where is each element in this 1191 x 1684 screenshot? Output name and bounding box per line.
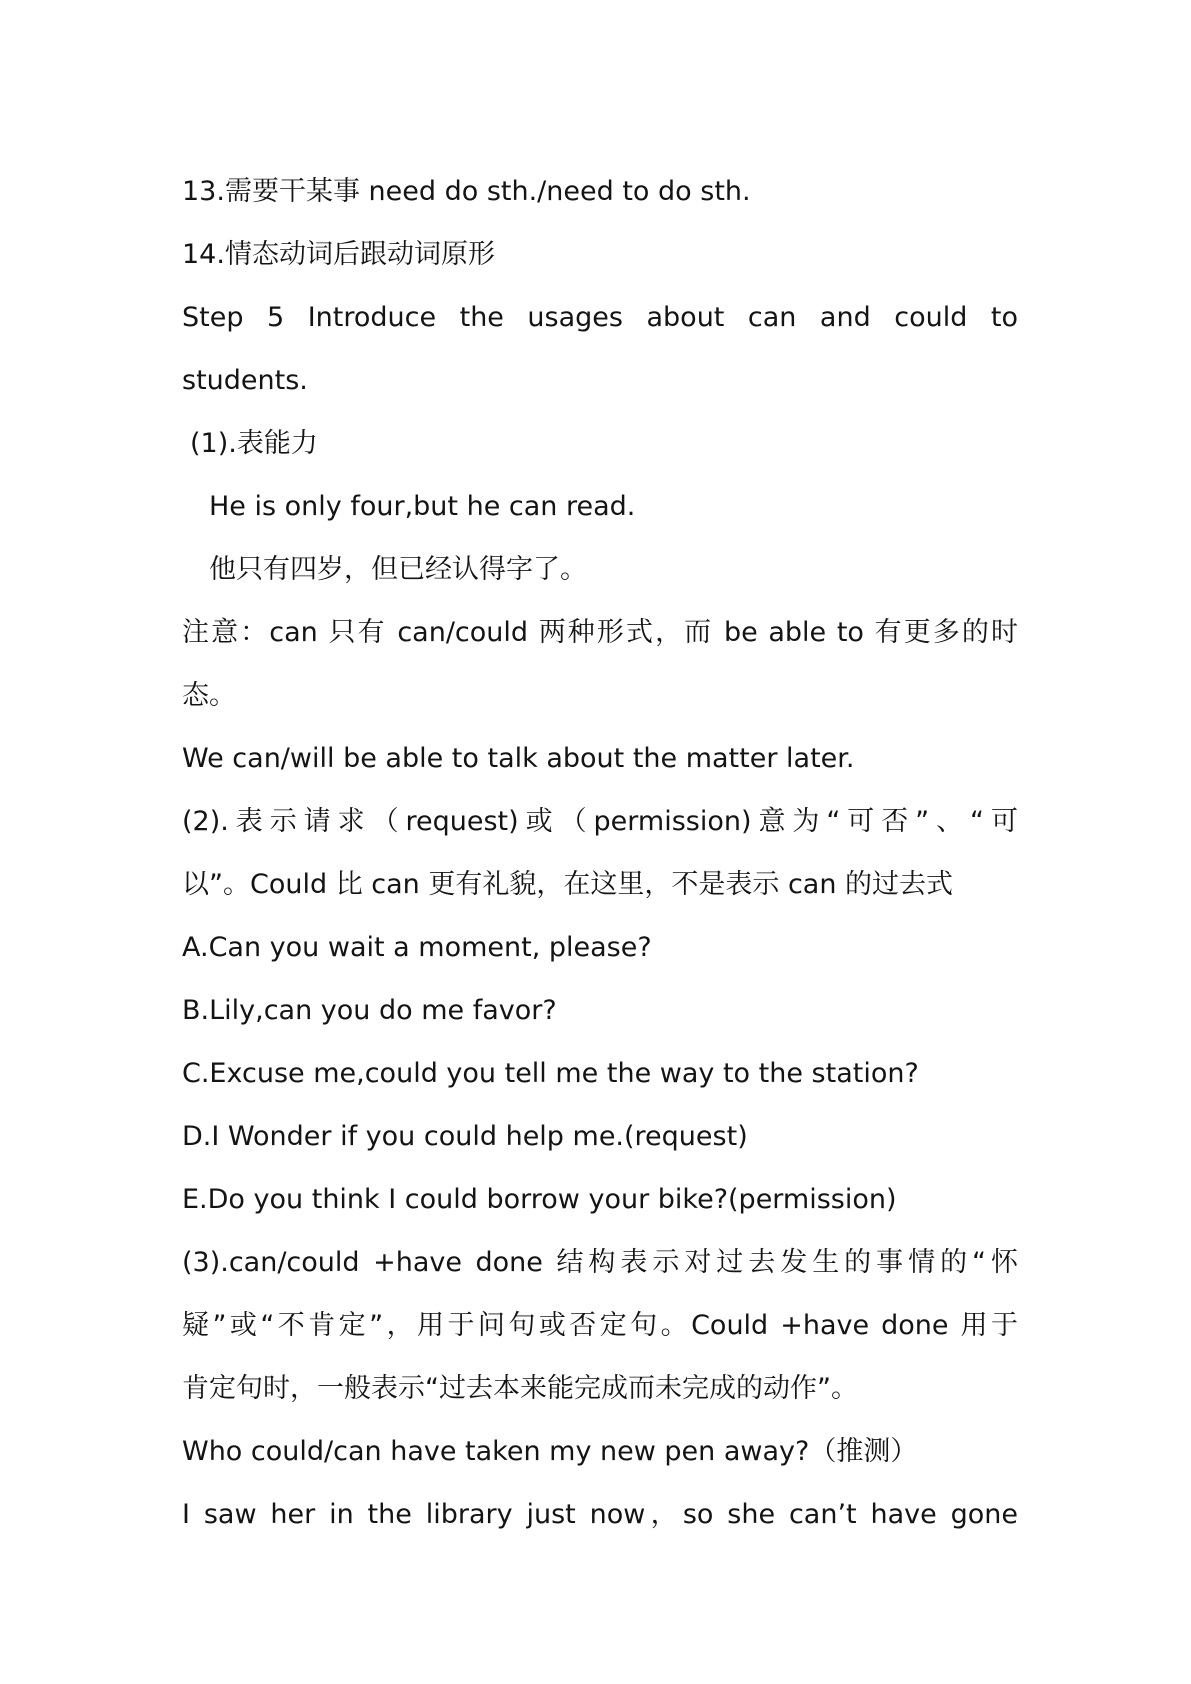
section-3-heading-cont: 疑”或“不肯定”，用于问句或否定句。Could +have done 用于: [182, 1310, 1018, 1341]
example-b: B.Lily,can you do me favor?: [182, 995, 557, 1026]
document-body: [182, 160, 1018, 1546]
example-c: C.Excuse me,could you tell me the way to the station?: [182, 1058, 919, 1089]
example-guess: Who could/can have taken my new pen away?（推测）: [182, 1436, 918, 1467]
example-d: D.I Wonder if you could help me.(request): [182, 1121, 748, 1152]
step-5-heading: Step 5 Introduce the usages about can and could to: [182, 302, 1018, 333]
example-e: E.Do you think I could borrow your bike?(permission): [182, 1184, 897, 1215]
item-14-modal-verbs: 14.情态动词后跟动词原形: [182, 239, 495, 270]
example-ability-zh: 他只有四岁，但已经认得字了。: [209, 554, 587, 585]
section-3-heading: (3).can/could +have done 结构表示对过去发生的事情的“怀: [182, 1247, 1018, 1278]
section-2-heading: (2).表示请求（request)或（permission)意为“可否”、“可: [182, 806, 1018, 837]
example-ability-en: He is only four,but he can read.: [209, 491, 636, 522]
step-5-heading-cont: students.: [182, 365, 308, 396]
section-1-heading: (1).表能力: [190, 428, 318, 459]
section-3-heading-end: 肯定句时，一般表示“过去本来能完成而未完成的动作”。: [182, 1373, 858, 1404]
item-13-need-do: 13.需要干某事 need do sth./need to do sth.: [182, 176, 751, 207]
example-a: A.Can you wait a moment, please?: [182, 932, 652, 963]
section-2-heading-cont: 以”。Could 比 can 更有礼貌，在这里，不是表示 can 的过去式: [182, 869, 954, 900]
example-cant-have-gone: I saw her in the library just now，so she can’t have gone: [182, 1499, 1018, 1530]
note-paragraph-cont: 态。: [182, 680, 236, 711]
note-paragraph: 注意：can 只有 can/could 两种形式，而 be able to 有更多的时: [182, 617, 1018, 648]
example-be-able-to: We can/will be able to talk about the matter later.: [182, 743, 855, 774]
